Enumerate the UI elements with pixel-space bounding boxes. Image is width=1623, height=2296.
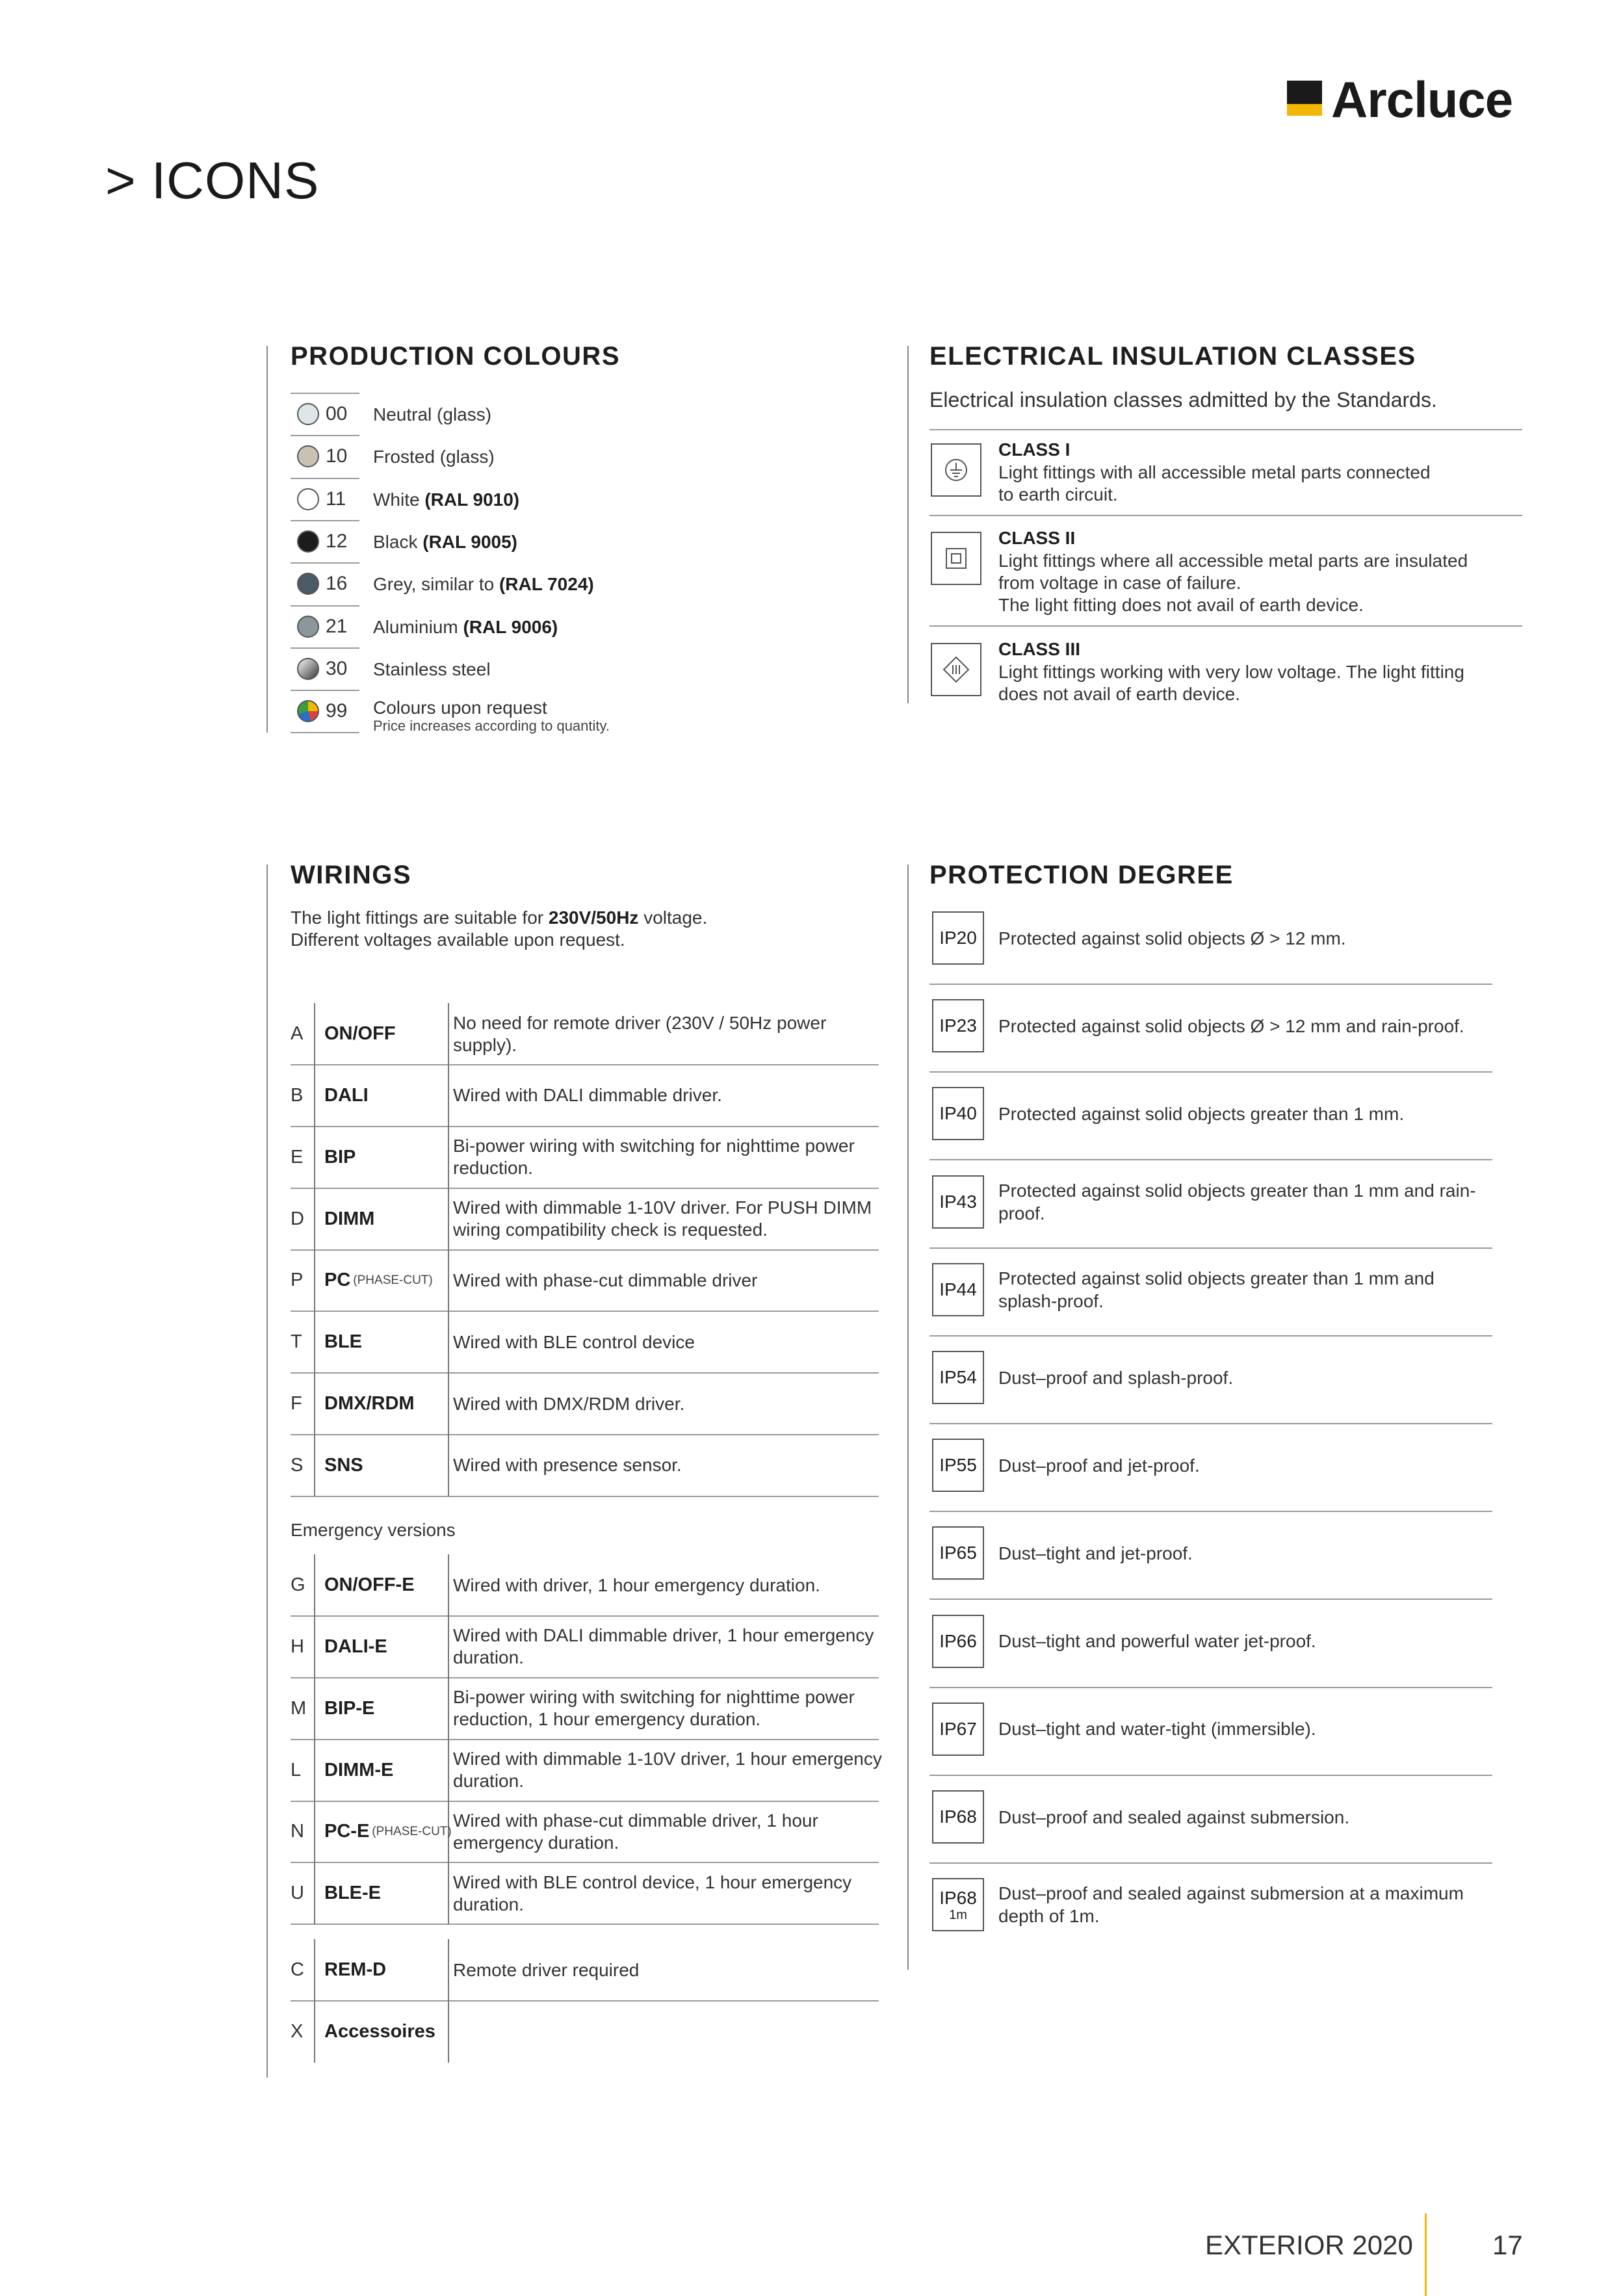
- ip-description: Dust–proof and sealed against submersion.: [998, 1807, 1350, 1827]
- insulation-desc-line: Light fittings working with very low voltage. The light fitting: [998, 662, 1464, 682]
- wiring-desc: Remote driver required: [453, 1959, 640, 1980]
- colour-swatch-icon: [297, 403, 319, 425]
- colour-label: [373, 404, 491, 425]
- colour-label: [373, 489, 519, 510]
- wiring-code-text: BIP-E: [324, 1697, 375, 1719]
- wiring-code: [314, 1188, 449, 1250]
- protection-row: [929, 1600, 1492, 1688]
- ip-description: Protected against solid objects greater than 1 mm and splash-proof.: [998, 1268, 1435, 1311]
- insulation-separator: [929, 625, 1522, 627]
- ip-description: Protected against solid objects greater than 1 mm.: [998, 1103, 1405, 1124]
- protection-row: [929, 985, 1492, 1073]
- insulation-class-desc: [998, 550, 1518, 616]
- wiring-code: [314, 1939, 449, 2001]
- wiring-code-text: PC: [324, 1270, 351, 1291]
- colour-row: [291, 478, 359, 521]
- wiring-desc: Wired with phase-cut dimmable driver: [453, 1270, 758, 1290]
- insulation-class-desc: [998, 462, 1518, 506]
- production-colours-title: PRODUCTION COLOURS: [291, 342, 620, 371]
- double-insulation-icon: [931, 532, 981, 585]
- colour-code: 30: [326, 657, 348, 679]
- protection-row: [929, 1864, 1492, 1950]
- wiring-letter: T: [291, 1331, 302, 1353]
- wiring-letter: S: [291, 1454, 304, 1476]
- ip-description: Protected against solid objects Ø > 12 mm and rain-proof.: [998, 1015, 1464, 1036]
- section-divider: [907, 346, 909, 703]
- ip-code: IP20: [939, 928, 977, 948]
- earth-symbol-icon: [931, 443, 981, 497]
- insulation-desc-line: to earth circuit.: [998, 484, 1118, 504]
- colour-code: 12: [326, 530, 348, 552]
- wiring-letter: F: [291, 1393, 302, 1415]
- wiring-code: [314, 1740, 449, 1801]
- colour-row: [291, 605, 359, 648]
- ip-rating-icon: [932, 1087, 984, 1140]
- colour-label: [373, 617, 558, 638]
- ip-description: Dust–tight and jet-proof.: [998, 1543, 1193, 1563]
- wiring-letter: H: [291, 1636, 304, 1657]
- colour-row: [291, 393, 359, 436]
- ip-code: IP66: [939, 1630, 977, 1651]
- insulation-class-name: CLASS III: [998, 639, 1081, 659]
- ip-code: IP68: [939, 1807, 977, 1827]
- colour-code: 99: [326, 700, 348, 722]
- wiring-desc: Bi-power wiring with switching for nighttime power reduction.: [453, 1136, 855, 1179]
- footer-catalog: EXTERIOR 2020: [1205, 2230, 1413, 2260]
- section-divider: [266, 865, 268, 2078]
- wiring-desc: Bi-power wiring with switching for nighttime power reduction, 1 hour emergency duration.: [453, 1687, 855, 1730]
- wiring-letter: G: [291, 1574, 305, 1595]
- wiring-desc: Wired with DMX/RDM driver.: [453, 1393, 685, 1414]
- wiring-row: [291, 1188, 879, 1251]
- wiring-code-text: BLE-E: [324, 1883, 381, 1904]
- wiring-row: [291, 1127, 879, 1189]
- colour-name: Frosted (glass): [373, 447, 495, 467]
- ip-description: Dust–proof and jet-proof.: [998, 1455, 1200, 1476]
- wiring-row: [291, 1003, 879, 1065]
- wirings-intro-text: The light fittings are suitable for: [291, 907, 549, 928]
- wirings-intro: [291, 907, 707, 929]
- wiring-code-text: DMX/RDM: [324, 1393, 415, 1415]
- ip-code: IP40: [939, 1103, 977, 1124]
- colour-row: [291, 562, 359, 605]
- wiring-code-text: Accessoires: [324, 2020, 435, 2042]
- wiring-code-text: PC-E: [324, 1821, 370, 1842]
- insulation-class-desc: [998, 661, 1518, 705]
- wiring-desc: Wired with dimmable 1-10V driver. For PUSH DIMM wiring compatibility check is requested.: [453, 1197, 872, 1240]
- ip-rating-icon: [932, 1439, 984, 1492]
- section-divider: [907, 865, 909, 1970]
- logo-mark-icon: [1287, 81, 1322, 116]
- colour-label: [373, 698, 610, 734]
- wiring-desc: Wired with DALI dimmable driver, 1 hour emergency duration.: [453, 1625, 874, 1668]
- ip-rating-icon: [932, 1702, 984, 1756]
- colour-row: [291, 647, 359, 690]
- wiring-letter: E: [291, 1146, 304, 1168]
- wiring-code: [314, 1801, 452, 1862]
- colour-note: Price increases according to quantity.: [373, 718, 610, 735]
- wiring-letter: U: [291, 1883, 304, 1904]
- wiring-code-sub: (PHASE-CUT): [372, 1824, 452, 1838]
- ip-rating-icon: [932, 999, 984, 1052]
- wiring-row: [291, 1554, 879, 1617]
- wiring-code: [314, 1554, 449, 1616]
- wiring-letter: N: [291, 1821, 304, 1842]
- ip-rating-icon: [932, 1526, 984, 1580]
- wiring-letter: P: [291, 1270, 304, 1291]
- ip-code: IP55: [939, 1455, 977, 1476]
- wiring-desc: Wired with presence sensor.: [453, 1455, 682, 1476]
- ip-rating-icon: [932, 1351, 984, 1404]
- insulation-desc-line: from voltage in case of failure.: [998, 573, 1241, 593]
- ip-rating-icon: [932, 1263, 984, 1316]
- protection-row: [929, 1688, 1492, 1776]
- protection-row: [929, 1161, 1492, 1249]
- protection-row: [929, 1073, 1492, 1160]
- wiring-code: [314, 1862, 449, 1924]
- wirings-title: WIRINGS: [291, 861, 412, 889]
- protection-row: [929, 897, 1492, 985]
- wiring-desc: Wired with dimmable 1-10V driver, 1 hour emergency duration.: [453, 1749, 882, 1792]
- wiring-row: [291, 1616, 879, 1678]
- colour-swatch-icon: [297, 488, 319, 510]
- wiring-letter: A: [291, 1023, 304, 1044]
- colour-code: 00: [326, 403, 348, 424]
- wiring-code: [314, 2001, 449, 2063]
- insulation-separator: [929, 515, 1522, 516]
- ip-rating-icon: [932, 1878, 984, 1931]
- insulation-intro: Electrical insulation classes admitted by the Standards.: [929, 388, 1437, 411]
- colour-name: Aluminium: [373, 616, 463, 637]
- colour-row: [291, 690, 359, 733]
- colour-label: [373, 532, 517, 553]
- wiring-code: [314, 1435, 449, 1496]
- wirings-voltage: 230V/50Hz: [548, 907, 639, 928]
- colour-swatch-icon: [297, 616, 319, 638]
- ip-rating-icon: [932, 1175, 984, 1229]
- wirings-intro-2: Different voltages available upon request.: [291, 930, 625, 950]
- colour-name: Black: [373, 531, 423, 552]
- wiring-row: [291, 1678, 879, 1740]
- colour-name: Neutral (glass): [373, 404, 492, 424]
- wiring-code: [314, 1003, 449, 1065]
- wiring-row: [291, 2001, 879, 2062]
- colour-label: [373, 574, 594, 595]
- colour-row: [291, 435, 359, 478]
- wiring-row: [291, 1249, 879, 1312]
- wiring-row: [291, 1373, 879, 1435]
- brand-name: Arcluce: [1331, 71, 1513, 128]
- page-number: 17: [1492, 2230, 1523, 2260]
- colour-label: [373, 659, 491, 680]
- ip-description: Dust–tight and powerful water jet-proof.: [998, 1631, 1316, 1652]
- ip-description: Dust–proof and sealed against submersion at a maximum depth of 1m.: [998, 1883, 1464, 1927]
- wiring-code: [314, 1373, 449, 1435]
- wiring-row: [291, 1311, 879, 1374]
- wiring-code: [314, 1311, 449, 1373]
- wiring-code-text: SNS: [324, 1454, 363, 1476]
- wiring-code-text: BLE: [324, 1331, 362, 1353]
- insulation-title: ELECTRICAL INSULATION CLASSES: [929, 342, 1416, 371]
- wiring-code-text: DIMM: [324, 1208, 375, 1229]
- insulation-desc-line: Light fittings where all accessible metal parts are insulated: [998, 551, 1468, 571]
- insulation-separator: [929, 429, 1522, 430]
- wiring-code-text: BIP: [324, 1146, 356, 1168]
- protection-row: [929, 1424, 1492, 1512]
- ip-code: IP54: [939, 1367, 977, 1387]
- wiring-letter: C: [291, 1959, 304, 1980]
- ip-depth: 1m: [949, 1908, 967, 1923]
- wiring-code-text: DALI: [324, 1084, 369, 1106]
- colour-list-end: [291, 732, 359, 733]
- wiring-letter: M: [291, 1697, 307, 1719]
- wiring-row: [291, 1740, 882, 1802]
- wiring-code: [314, 1616, 449, 1678]
- colour-ral: (RAL 9006): [463, 616, 558, 637]
- ip-description: Dust–tight and water-tight (immersible).: [998, 1719, 1316, 1740]
- colour-ral: (RAL 7024): [499, 574, 594, 595]
- wirings-intro-suffix: voltage.: [638, 907, 708, 928]
- wiring-code-text: DALI-E: [324, 1636, 387, 1657]
- emergency-title: Emergency versions: [291, 1520, 456, 1540]
- wiring-row: [291, 1065, 879, 1127]
- wiring-desc: No need for remote driver (230V / 50Hz power supply).: [453, 1012, 827, 1055]
- insulation-desc-line: The light fitting does not avail of earth device.: [998, 595, 1364, 615]
- wiring-desc: Wired with driver, 1 hour emergency duration.: [453, 1574, 820, 1595]
- wiring-letter: D: [291, 1208, 304, 1229]
- colour-swatch-icon: [297, 573, 319, 595]
- insulation-desc-line: does not avail of earth device.: [998, 684, 1241, 704]
- wiring-row: [291, 1939, 879, 2002]
- wiring-desc: Wired with DALI dimmable driver.: [453, 1085, 722, 1106]
- ip-code: IP44: [939, 1279, 977, 1299]
- colour-name: Stainless steel: [373, 659, 491, 679]
- wiring-code-text: ON/OFF: [324, 1023, 396, 1044]
- wiring-desc: Wired with BLE control device: [453, 1331, 695, 1352]
- insulation-class-name: CLASS I: [998, 439, 1071, 460]
- colour-name: White: [373, 489, 425, 510]
- ip-code: IP43: [939, 1191, 977, 1212]
- colour-swatch-icon: [297, 700, 319, 722]
- ip-code: IP67: [939, 1718, 977, 1739]
- protection-title: PROTECTION DEGREE: [929, 861, 1234, 889]
- wiring-code: [314, 1127, 449, 1188]
- colour-swatch-icon: [297, 445, 319, 467]
- ip-description: Protected against solid objects Ø > 12 mm.: [998, 928, 1346, 948]
- colour-ral: (RAL 9005): [422, 531, 518, 552]
- ip-description: Dust–proof and splash-proof.: [998, 1367, 1234, 1388]
- colour-label: [373, 447, 495, 467]
- safety-extra-low-voltage-icon: [931, 643, 981, 696]
- colour-code: 11: [326, 488, 346, 510]
- wiring-desc: Wired with BLE control device, 1 hour emergency duration.: [453, 1872, 852, 1914]
- insulation-desc-line: Light fittings with all accessible metal parts connected: [998, 462, 1431, 482]
- ip-code: IP68: [939, 1888, 977, 1909]
- wiring-row: [291, 1801, 879, 1863]
- wiring-letter: L: [291, 1759, 302, 1781]
- section-divider: [266, 346, 268, 733]
- wiring-code-sub: (PHASE-CUT): [353, 1273, 433, 1287]
- wiring-desc: Wired with phase-cut dimmable driver, 1 hour emergency duration.: [453, 1810, 818, 1853]
- wiring-code-text: ON/OFF-E: [324, 1574, 415, 1595]
- ip-description: Protected against solid objects greater than 1 mm and rain-proof.: [998, 1180, 1476, 1223]
- protection-row: [929, 1776, 1492, 1864]
- colour-code: 21: [326, 615, 348, 637]
- wiring-code: [314, 1678, 449, 1740]
- ip-rating-icon: [932, 1790, 984, 1844]
- wiring-code: [314, 1065, 449, 1127]
- ip-rating-icon: [932, 1615, 984, 1668]
- protection-row: [929, 1249, 1492, 1337]
- colour-code: 16: [326, 573, 348, 595]
- wiring-letter: B: [291, 1084, 304, 1106]
- colour-swatch-icon: [297, 530, 319, 553]
- ip-code: IP65: [939, 1543, 977, 1563]
- colour-code: 10: [326, 445, 348, 467]
- colour-ral: (RAL 9010): [424, 489, 520, 510]
- wiring-code: [314, 1249, 449, 1311]
- colour-row: [291, 520, 359, 563]
- insulation-class-name: CLASS II: [998, 528, 1076, 548]
- protection-row: [929, 1512, 1492, 1600]
- wiring-code-text: REM-D: [324, 1959, 387, 1980]
- wiring-letter: X: [291, 2020, 304, 2042]
- colour-name: Grey, similar to: [373, 574, 499, 595]
- wiring-code-text: DIMM-E: [324, 1759, 394, 1781]
- colour-name: Colours upon request: [373, 698, 547, 718]
- colour-swatch-icon: [297, 658, 319, 680]
- page-title: > ICONS: [105, 151, 320, 209]
- ip-rating-icon: [932, 911, 984, 965]
- wiring-row: [291, 1862, 879, 1925]
- ip-code: IP23: [939, 1015, 977, 1036]
- wiring-row: [291, 1435, 879, 1497]
- footer-divider: [1425, 2213, 1427, 2296]
- protection-row: [929, 1337, 1492, 1424]
